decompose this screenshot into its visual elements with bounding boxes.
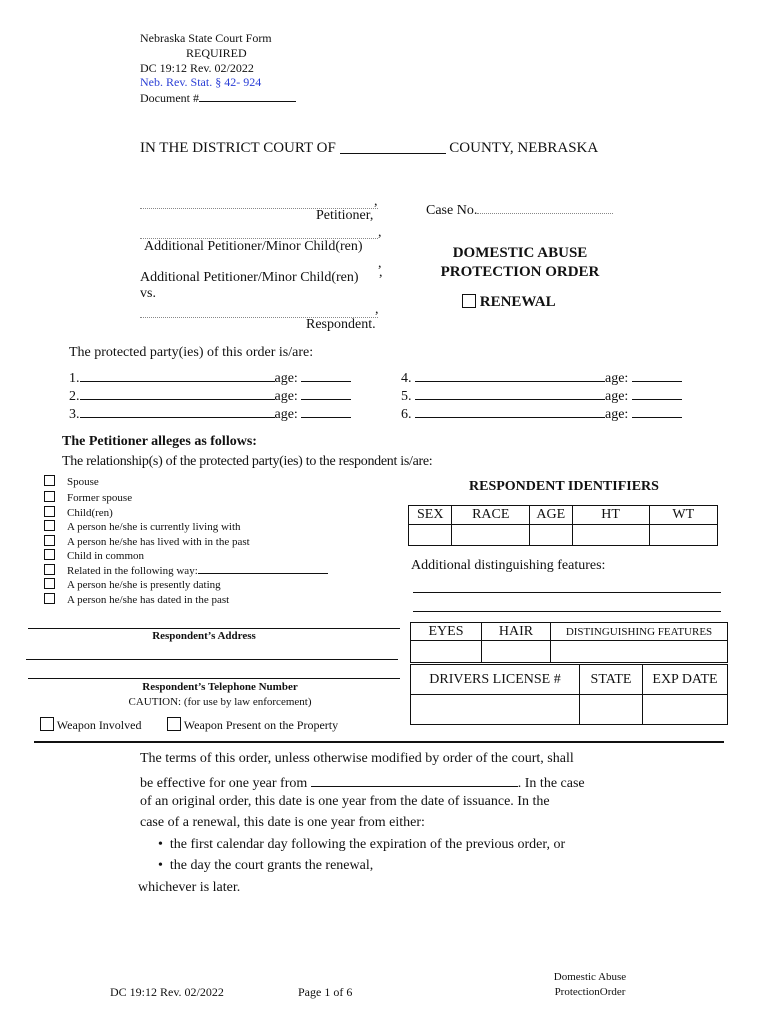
protected-party-3-name[interactable]: [80, 404, 275, 418]
option-label: Former spouse: [67, 492, 133, 504]
footer-title-line1: Domestic Abuse: [553, 971, 627, 983]
hair-cell[interactable]: [482, 641, 551, 663]
case-number: [426, 201, 613, 219]
protected-party-2: [69, 386, 351, 405]
terms-line-4: case of a renewal, this date is one year from either:: [140, 815, 425, 830]
comma: ,: [378, 225, 382, 240]
petitioner-label: Petitioner,: [316, 208, 374, 223]
distinguishing-features-cell[interactable]: [551, 641, 728, 663]
terms-line-1: The terms of this order, unless otherwise modified by order of the court, shall: [140, 751, 574, 766]
race-header: RACE: [452, 506, 530, 525]
checkbox[interactable]: [44, 593, 55, 604]
terms-bullet-2: [158, 858, 373, 874]
exp-date-header: EXP DATE: [643, 665, 728, 695]
identifiers-table-1: [408, 505, 718, 546]
protected-parties-heading: The protected party(ies) of this order is/are:: [69, 345, 314, 360]
county-field[interactable]: [340, 139, 446, 154]
address-top-rule: [28, 628, 400, 629]
protected-party-4: [401, 368, 682, 387]
protected-party-6-age[interactable]: [632, 404, 682, 418]
checkbox[interactable]: [44, 564, 55, 575]
checkbox[interactable]: [44, 535, 55, 546]
relationship-lived-with[interactable]: [44, 535, 250, 549]
exp-date-cell[interactable]: [643, 695, 728, 725]
weapon-involved-label: Weapon Involved: [56, 718, 142, 732]
age-label: age:: [274, 407, 298, 422]
option-label: Related in the following way:: [67, 565, 198, 577]
party-number: 5.: [401, 389, 412, 404]
form-revision: DC 19:12 Rev. 02/2022: [140, 61, 254, 75]
respondent-label: Respondent.: [306, 317, 376, 332]
option-label: A person he/she has lived with in the past: [67, 536, 250, 548]
protected-party-6-name[interactable]: [415, 404, 605, 418]
state-header: STATE: [580, 665, 643, 695]
terms-line-2-text: be effective for one year from: [140, 776, 308, 791]
related-way-field[interactable]: [198, 563, 328, 574]
option-label: Child(ren): [67, 507, 113, 519]
document-number: [140, 90, 296, 106]
drivers-license-header: DRIVERS LICENSE #: [411, 665, 580, 695]
bullet-icon: •: [158, 858, 163, 873]
caution-label: CAUTION: (for use by law enforcement): [128, 696, 312, 708]
allegations-heading: The Petitioner alleges as follows:: [62, 434, 257, 449]
party-number: 4.: [401, 371, 412, 386]
checkbox[interactable]: [44, 578, 55, 589]
relationship-spouse[interactable]: [44, 475, 99, 489]
checkbox[interactable]: [44, 520, 55, 531]
comma: ,: [374, 194, 378, 209]
protected-party-5-age[interactable]: [632, 386, 682, 400]
bullet-1-text: the first calendar day following the expiration of the previous order, or: [169, 837, 566, 852]
relationship-living-with[interactable]: [44, 520, 241, 534]
eyes-header: EYES: [411, 623, 482, 641]
comma: ,: [379, 265, 383, 280]
wt-header: WT: [649, 506, 717, 525]
protected-party-5-name[interactable]: [415, 386, 605, 400]
weapon-present-option[interactable]: [167, 717, 338, 733]
terms-line-2: [140, 773, 585, 792]
protected-party-4-name[interactable]: [415, 368, 605, 382]
relationship-related[interactable]: [44, 563, 328, 577]
identifiers-heading: RESPONDENT IDENTIFIERS: [469, 479, 659, 494]
relationship-heading: The relationship(s) of the protected party(ies) to the respondent is/are:: [62, 454, 433, 469]
identifiers-table-3: [410, 664, 728, 725]
section-divider: [34, 741, 724, 743]
features-line-2[interactable]: [413, 601, 721, 612]
court-line: [140, 139, 598, 157]
checkbox[interactable]: [44, 475, 55, 486]
protected-party-1-name[interactable]: [80, 368, 275, 382]
vs-label: vs.: [140, 286, 156, 301]
document-number-field[interactable]: [199, 90, 296, 102]
drivers-license-cell[interactable]: [411, 695, 580, 725]
party-number: 6.: [401, 407, 412, 422]
weapon-involved-checkbox[interactable]: [40, 717, 54, 731]
party-number: 1.: [69, 371, 80, 386]
wt-cell[interactable]: [649, 525, 717, 546]
footer-form-rev: DC 19:12 Rev. 02/2022: [110, 985, 224, 999]
terms-line-2-tail: . In the case: [517, 776, 585, 791]
protected-party-6: [401, 404, 682, 423]
relationship-dated[interactable]: [44, 593, 229, 607]
terms-bullet-1: [158, 837, 565, 853]
sex-header: SEX: [409, 506, 452, 525]
court-suffix: COUNTY, NEBRASKA: [449, 140, 599, 156]
terms-closing: whichever is later.: [138, 880, 241, 895]
form-source: Nebraska State Court Form: [140, 31, 272, 45]
option-label: Spouse: [67, 476, 99, 488]
features-line-1[interactable]: [413, 582, 721, 593]
age-header: AGE: [530, 506, 573, 525]
comma: ,: [375, 302, 379, 317]
features-label: Additional distinguishing features:: [411, 558, 606, 573]
checkbox[interactable]: [44, 506, 55, 517]
age-label: age:: [605, 371, 629, 386]
additional-petitioner-1-label: Additional Petitioner/Minor Child(ren): [144, 239, 363, 254]
case-number-field[interactable]: [477, 201, 613, 214]
bullet-icon: •: [158, 837, 163, 852]
protected-party-3: [69, 404, 351, 423]
protected-party-3-age[interactable]: [301, 404, 351, 418]
additional-petitioner-2-label: Additional Petitioner/Minor Child(ren): [140, 270, 359, 285]
protected-party-1-age[interactable]: [301, 368, 351, 382]
protected-party-1: [69, 368, 351, 387]
statute-link[interactable]: Neb. Rev. Stat. § 42- 924: [140, 75, 262, 89]
comma: ,: [378, 256, 382, 271]
case-number-label: Case No.: [426, 203, 478, 218]
address-label: Respondent’s Address: [152, 630, 256, 642]
relationship-dating[interactable]: [44, 578, 221, 592]
weapon-present-label: Weapon Present on the Property: [183, 718, 339, 732]
phone-label: Respondent’s Telephone Number: [142, 681, 298, 693]
document-number-label: Document #: [140, 91, 199, 105]
party-number: 2.: [69, 389, 80, 404]
party-number: 3.: [69, 407, 80, 422]
relationship-former-spouse[interactable]: [44, 491, 132, 505]
protected-party-4-age[interactable]: [632, 368, 682, 382]
identifiers-table-2: [410, 622, 728, 663]
footer-page: Page 1 of 6: [298, 985, 353, 999]
age-label: age:: [605, 407, 629, 422]
renewal-option[interactable]: [462, 294, 556, 311]
renewal-checkbox[interactable]: [462, 294, 476, 308]
protected-party-5: [401, 386, 682, 405]
required-label: REQUIRED: [186, 46, 247, 60]
ht-header: HT: [572, 506, 649, 525]
age-cell[interactable]: [530, 525, 573, 546]
renewal-label: RENEWAL: [479, 294, 556, 310]
phone-field[interactable]: [28, 678, 400, 679]
additional-petitioner-1-field[interactable]: [140, 228, 378, 239]
eyes-cell[interactable]: [411, 641, 482, 663]
relationship-children[interactable]: [44, 506, 113, 520]
protected-party-2-age[interactable]: [301, 386, 351, 400]
weapon-involved-option[interactable]: [40, 717, 141, 733]
option-label: A person he/she is presently dating: [67, 579, 221, 591]
order-title-line1: DOMESTIC ABUSE: [452, 245, 588, 261]
age-label: age:: [274, 389, 298, 404]
hair-header: HAIR: [482, 623, 551, 641]
effective-date-field[interactable]: [311, 773, 518, 787]
checkbox[interactable]: [44, 491, 55, 502]
age-label: age:: [605, 389, 629, 404]
relationship-child-in-common[interactable]: [44, 549, 144, 563]
race-cell[interactable]: [452, 525, 530, 546]
ht-cell[interactable]: [572, 525, 649, 546]
footer-title-line2: ProtectionOrder: [554, 986, 626, 998]
option-label: Child in common: [67, 550, 144, 562]
bullet-2-text: the day the court grants the renewal,: [169, 858, 374, 873]
option-label: A person he/she is currently living with: [67, 521, 241, 533]
weapon-present-checkbox[interactable]: [167, 717, 181, 731]
terms-line-3: of an original order, this date is one year from the date of issuance. In the: [140, 794, 550, 809]
checkbox[interactable]: [44, 549, 55, 560]
address-field[interactable]: [26, 659, 398, 660]
option-label: A person he/she has dated in the past: [67, 594, 230, 606]
age-label: age:: [274, 371, 298, 386]
state-cell[interactable]: [580, 695, 643, 725]
order-title-line2: PROTECTION ORDER: [440, 264, 600, 280]
protected-party-2-name[interactable]: [80, 386, 275, 400]
sex-cell[interactable]: [409, 525, 452, 546]
distinguishing-features-header: DISTINGUISHING FEATURES: [551, 623, 728, 641]
court-prefix: IN THE DISTRICT COURT OF: [140, 140, 336, 156]
